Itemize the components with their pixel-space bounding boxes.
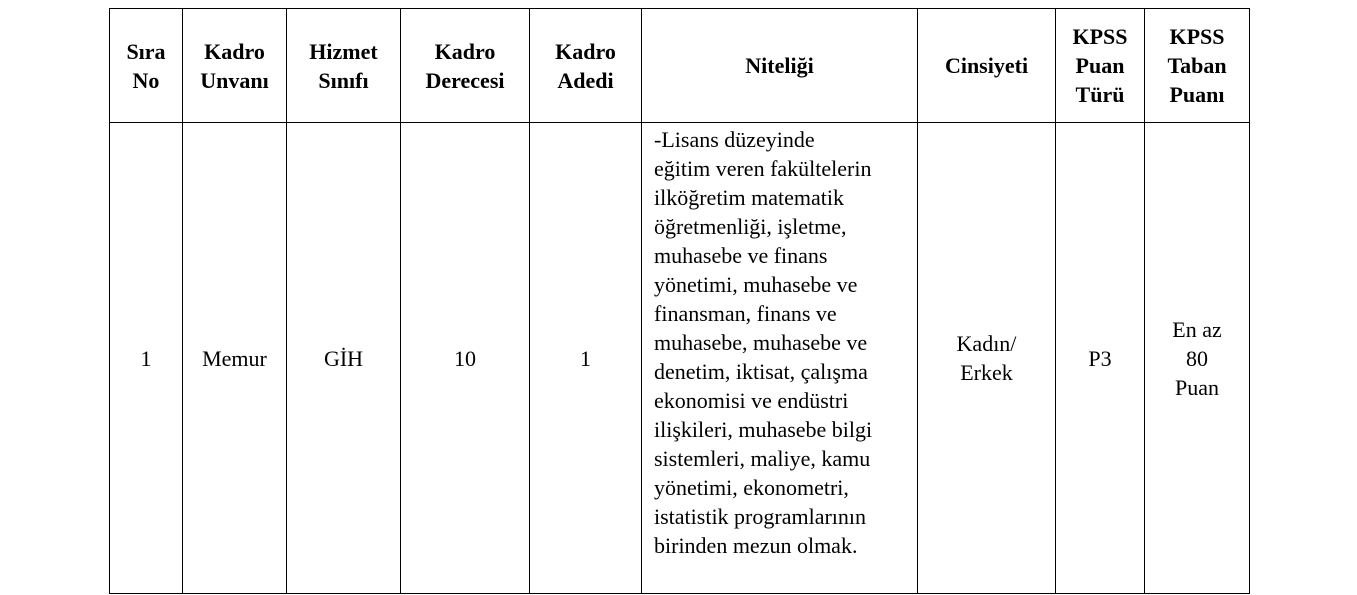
cell-hizmet-sinifi: GİH [287, 123, 401, 594]
cell-kpss-taban-puani: En az 80 Puan [1145, 123, 1250, 594]
cell-kpss-puan-turu: P3 [1056, 123, 1145, 594]
header-hizmet-sinifi: Hizmet Sınıfı [287, 9, 401, 123]
cell-niteligi: -Lisans düzeyinde eğitim veren fakültelerin ilköğretim matematik öğretmenliği, işletme, muhasebe ve finans yönetimi, muhasebe ve finansman, finans ve muhasebe, muhasebe ve denetim, iktisat, çalışma ekonomisi ve endüstri ilişkileri, muhasebe bilgi sistemleri, maliye, kamu yönetimi, ekonometri, istatistik programlarının birinden mezun olmak. [642, 123, 918, 594]
header-niteligi: Niteliği [642, 9, 918, 123]
cell-sira-no: 1 [110, 123, 183, 594]
cell-kadro-unvani: Memur [183, 123, 287, 594]
header-row [110, 9, 1250, 123]
header-cinsiyeti: Cinsiyeti [918, 9, 1056, 123]
kadro-table [109, 8, 1250, 594]
header-sira-no: Sıra No [110, 9, 183, 123]
header-kadro-unvani: Kadro Unvanı [183, 9, 287, 123]
header-kpss-taban-puani: KPSS Taban Puanı [1145, 9, 1250, 123]
header-kadro-adedi: Kadro Adedi [530, 9, 642, 123]
header-kadro-derecesi: Kadro Derecesi [401, 9, 530, 123]
cell-kadro-derecesi: 10 [401, 123, 530, 594]
header-kpss-puan-turu: KPSS Puan Türü [1056, 9, 1145, 123]
table-row [110, 123, 1250, 594]
cell-kadro-adedi: 1 [530, 123, 642, 594]
cell-cinsiyeti: Kadın/ Erkek [918, 123, 1056, 594]
